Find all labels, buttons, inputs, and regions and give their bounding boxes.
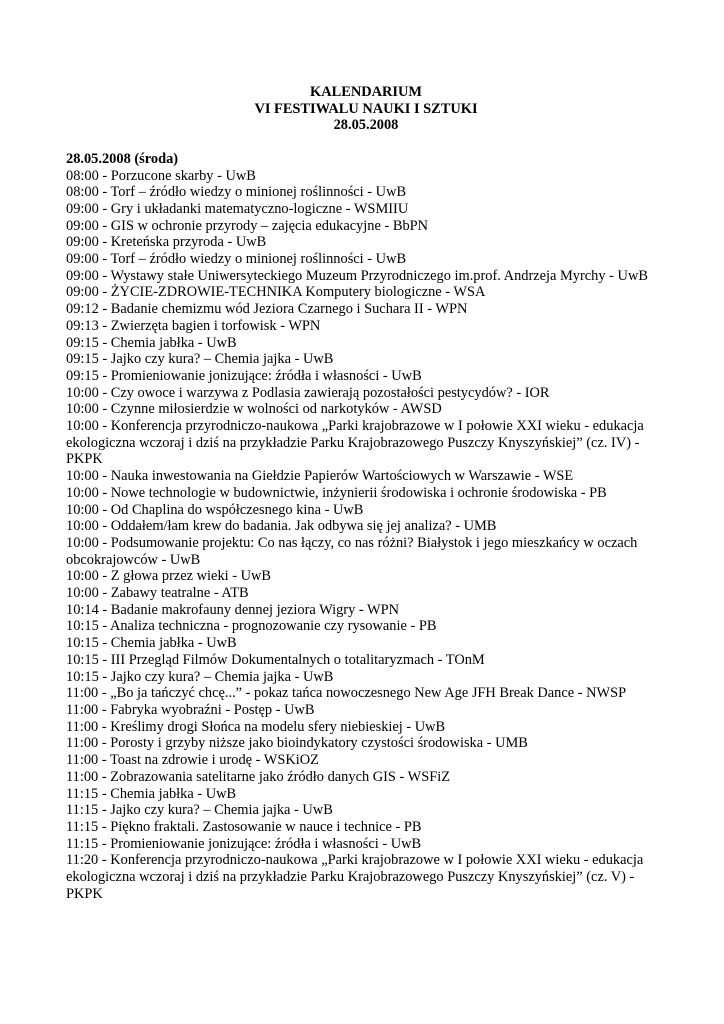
event-entry: 11:15 - Piękno fraktali. Zastosowanie w nauce i technice - PB	[66, 818, 422, 835]
event-entry: 09:00 - Gry i układanki matematyczno-logiczne - WSMIIU	[66, 200, 409, 217]
event-entry: 09:00 - Kreteńska przyroda - UwB	[66, 234, 267, 251]
event-entry: 08:00 - Porzucone skarby - UwB	[66, 167, 256, 184]
event-entry: 09:00 - ŻYCIE-ZDROWIE-TECHNIKA Komputery biologiczne - WSA	[66, 284, 486, 301]
event-list	[66, 168, 666, 903]
event-entry: 11:00 - Fabryka wyobraźni - Postęp - UwB	[66, 702, 315, 718]
event-entry: 11:00 - Kreślimy drogi Słońca na modelu sfery niebieskiej - UwB	[66, 718, 446, 735]
document-page	[66, 84, 666, 902]
event-entry: 09:00 - Wystawy stałe Uniwersyteckiego Muzeum Przyrodniczego im.prof. Andrzeja Myrchy - UwB	[66, 267, 648, 284]
event-entry: 09:12 - Badanie chemizmu wód Jeziora Czarnego i Suchara II - WPN	[66, 301, 468, 318]
event-entry: 10:15 - III Przegląd Filmów Dokumentalnych o totalitaryzmach - TOnM	[66, 651, 485, 668]
document-header	[66, 84, 666, 134]
event-entry: 10:00 - Zabawy teatralne - ATB	[66, 585, 249, 602]
event-entry: 10:00 - Podsumowanie projektu: Co nas łączy, co nas różni? Białystok i jego mieszkańcy w oczach obcokrajowców - UwB	[66, 534, 638, 568]
event-entry: 11:20 - Konferencja przyrodniczo-naukowa „Parki krajobrazowe w I połowie XXI wieku - edukacja ekologiczna wczoraj i dziś na przykładzie Parku Krajobrazowego Puszczy Knyszyńskiej” (cz. V) - PKPK	[66, 852, 644, 902]
event-entry: 10:00 - Nauka inwestowania na Giełdzie Papierów Wartościowych w Warszawie - WSE	[66, 468, 574, 485]
event-entry: 10:00 - Czy owoce i warzywa z Podlasia zawierają pozostałości pestycydów? - IOR	[66, 384, 550, 401]
event-entry: 09:15 - Jajko czy kura? – Chemia jajka - UwB	[66, 351, 334, 368]
header-date: 28.05.2008	[333, 117, 399, 134]
event-entry: 10:15 - Jajko czy kura? – Chemia jajka - UwB	[66, 668, 334, 685]
event-entry: 08:00 - Torf – źródło wiedzy o minionej roślinności - UwB	[66, 184, 407, 201]
event-entry: 10:00 - Konferencja przyrodniczo-naukowa „Parki krajobrazowe w I połowie XXI wieku - edukacja ekologiczna wczoraj i dziś na przykładzie Parku Krajobrazowego Puszczy Knyszyńskiej” (cz. IV) - PKPK	[66, 418, 644, 468]
event-entry: 11:15 - Promieniowanie jonizujące: źródła i własności - UwB	[66, 835, 422, 852]
event-entry: 10:15 - Chemia jabłka - UwB	[66, 635, 237, 652]
event-entry: 10:00 - Czynne miłosierdzie w wolności od narkotyków - AWSD	[66, 401, 442, 418]
event-entry: 09:00 - Torf – źródło wiedzy o minionej roślinności - UwB	[66, 251, 407, 268]
event-entry: 11:15 - Jajko czy kura? – Chemia jajka - UwB	[66, 802, 333, 819]
event-entry: 11:00 - Zobrazowania satelitarne jako źródło danych GIS - WSFiZ	[66, 768, 451, 785]
header-festival-name: VI FESTIWALU NAUKI I SZTUKI	[254, 100, 478, 117]
event-entry: 10:00 - Z głowa przez wieki - UwB	[66, 568, 272, 585]
header-title: KALENDARIUM	[310, 84, 422, 100]
event-entry: 10:14 - Badanie makrofauny dennej jeziora Wigry - WPN	[66, 601, 399, 618]
event-entry: 09:00 - GIS w ochronie przyrody – zajęcia edukacyjne - BbPN	[66, 217, 429, 234]
event-entry: 11:00 - Porosty i grzyby niższe jako bioindykatory czystości środowiska - UMB	[66, 735, 528, 752]
event-entry: 09:15 - Chemia jabłka - UwB	[66, 334, 237, 351]
event-entry: 09:15 - Promieniowanie jonizujące: źródła i własności - UwB	[66, 367, 422, 384]
event-entry: 10:15 - Analiza techniczna - prognozowanie czy rysowanie - PB	[66, 618, 437, 635]
day-heading: 28.05.2008 (środa)	[66, 150, 179, 167]
event-entry: 09:13 - Zwierzęta bagien i torfowisk - WPN	[66, 317, 321, 334]
event-entry: 10:00 - Od Chaplina do współczesnego kina - UwB	[66, 501, 364, 518]
event-entry: 11:00 - „Bo ja tańczyć chcę...” - pokaz tańca nowoczesnego New Age JFH Break Dance - NWSP	[66, 685, 627, 702]
event-entry: 11:00 - Toast na zdrowie i urodę - WSKiOZ	[66, 752, 319, 769]
event-entry: 10:00 - Nowe technologie w budownictwie, inżynierii środowiska i ochronie środowiska - PB	[66, 484, 607, 501]
event-entry: 11:15 - Chemia jabłka - UwB	[66, 785, 237, 802]
event-entry: 10:00 - Oddałem/łam krew do badania. Jak odbywa się jej analiza? - UMB	[66, 518, 497, 535]
